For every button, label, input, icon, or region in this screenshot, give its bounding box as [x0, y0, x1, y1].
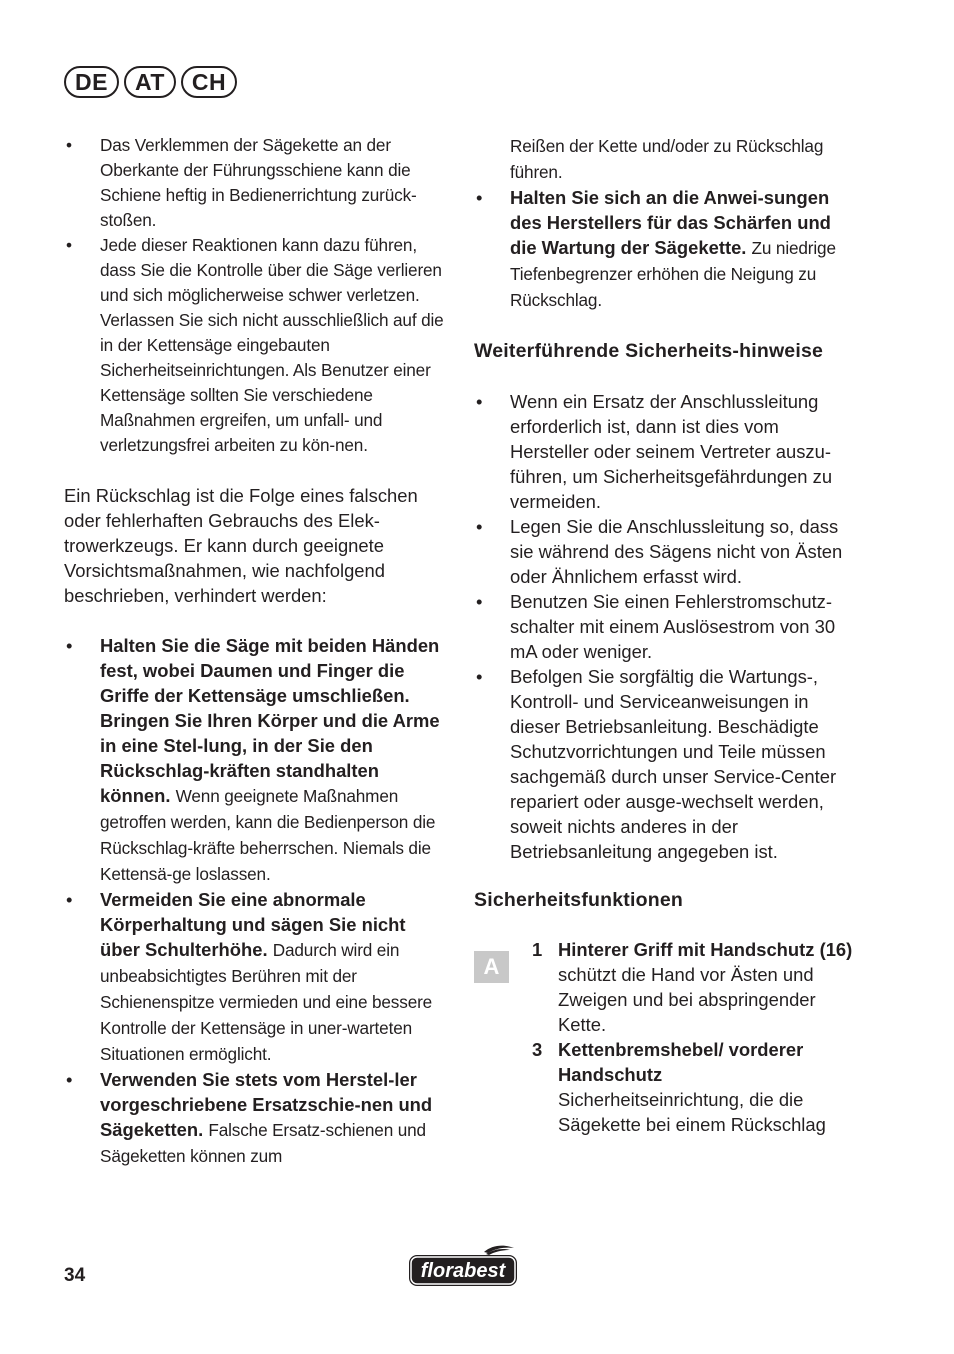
bullet-icon: •: [476, 516, 483, 537]
safety-feature-list: [474, 937, 860, 1137]
language-tag-de: DE: [64, 66, 119, 98]
bullet-icon: •: [66, 1069, 73, 1090]
rule-text: Falsche Ersatz-schienen und Sägeketten können zum: [100, 1120, 426, 1166]
feature-number: 1: [532, 939, 543, 960]
list-item: [474, 664, 860, 864]
bullet-icon: •: [66, 889, 73, 910]
rule-text: Wenn geeignete Maßnahmen getroffen werden, kann die Bedienperson die Rückschlag-kräfte beherrschen. Niemals die Kettensä-ge loslassen.: [100, 786, 436, 884]
list-item: [64, 887, 450, 1067]
continuation-text: Reißen der Kette und/oder zu Rückschlag führen.: [510, 136, 824, 182]
kickback-paragraph: Ein Rückschlag ist die Folge eines falschen oder fehlerhaften Gebrauchs des Elek-trowerkzeugs. Er kann durch geeignete Vorsichtsmaßnahmen, wie nachfolgend beschrieben, verhindert werden:: [64, 485, 418, 606]
svg-text:florabest: florabest: [420, 1260, 506, 1282]
list-item: [64, 1067, 450, 1169]
list-item: [474, 389, 860, 514]
left-column: [64, 133, 450, 1169]
bullet-icon: •: [476, 187, 483, 208]
rule-text: Zu niedrige Tiefenbegrenzer erhöhen die Neigung zu Rückschlag.: [510, 238, 836, 310]
rule-bold-text: Vermeiden Sie eine abnormale Körperhaltung und sägen Sie nicht über Schulterhöhe.: [100, 889, 406, 960]
bullet-text: Jede dieser Reaktionen kann dazu führen, dass Sie die Kontrolle über die Säge verlieren und sich möglicherweise schwer verletzen. Verlassen Sie sich nicht ausschließlich auf die in der Kettensäge eingebauten Sicherheitseinrichtungen. Als Benutzer einer Kettensäge sollten Sie verschiedene Maßnahmen ergreifen, um unfall- und verletzungsfrei arbeiten zu kön-nen.: [100, 235, 444, 455]
feature-description: schützt die Hand vor Ästen und Zweigen und bei abspringender Kette.: [558, 964, 816, 1035]
feature-title: Hinterer Griff mit Handschutz (16): [558, 939, 853, 960]
bullet-text: Legen Sie die Anschlussleitung so, dass sie während des Sägens nicht von Ästen oder Ähnlichem erfasst wird.: [510, 516, 843, 587]
intro-bullet-list: [64, 133, 450, 458]
language-tags: [64, 66, 237, 98]
list-item: [474, 589, 860, 664]
bullet-text: Das Verklemmen der Sägekette an der Oberkante der Führungsschiene kann die Schiene heftig in Bedienerrichtung zurück-stoßen.: [100, 135, 417, 230]
bullet-text: Benutzen Sie einen Fehlerstromschutz-schalter mit einem Auslösestrom von 30 mA oder weniger.: [510, 591, 836, 662]
bullet-icon: •: [476, 666, 483, 687]
feature-number: 3: [532, 1039, 543, 1060]
rule-bold-text: Halten Sie die Säge mit beiden Händen fest, wobei Daumen und Finger die Griffe der Kettensäge umschließen. Bringen Sie Ihren Körper und die Arme in eine Stel-lung, in der Sie den Rückschlag-kräften standhalten können.: [100, 635, 440, 806]
feature-item: [474, 1037, 860, 1137]
section-heading-safety-functions: Sicherheitsfunktionen: [474, 889, 683, 911]
bullet-icon: •: [66, 635, 73, 656]
list-item: [64, 633, 450, 887]
rule-bold-text: Halten Sie sich an die Anwei-sungen des Herstellers für das Schärfen und die Wartung der Sägekette.: [510, 187, 831, 258]
safety-rule-list: [64, 633, 450, 1169]
bullet-icon: •: [66, 135, 72, 155]
page-number: 34: [64, 1265, 86, 1286]
feature-description: Sicherheitseinrichtung, die die Sägekette bei einem Rückschlag: [558, 1089, 826, 1135]
language-tag-at: AT: [124, 66, 176, 98]
bullet-icon: •: [476, 391, 483, 412]
feature-title: Kettenbremshebel/ vorderer Handschutz: [558, 1039, 804, 1085]
section-heading-safety-notes: Weiterführende Sicherheits-hinweise: [474, 340, 824, 362]
list-item: [64, 133, 450, 233]
continued-bullet-list: [474, 133, 860, 313]
feature-item: [474, 937, 860, 1037]
list-item: [474, 514, 860, 589]
bullet-text: Befolgen Sie sorgfältig die Wartungs-, Kontroll- und Serviceanweisungen in dieser Betriebsanleitung. Beschädigte Schutzvorrichtungen und Teile müssen sachgemäß durch unser Service-Center repariert oder ausge-wechselt werden, soweit nichts anderes in der Betriebsanleitung angegeben ist.: [510, 666, 837, 862]
list-item: [474, 185, 860, 313]
right-column: [474, 133, 860, 1137]
further-safety-list: [474, 389, 860, 864]
florabest-logo: [406, 1244, 520, 1290]
list-item: [474, 133, 860, 185]
bullet-icon: •: [476, 591, 483, 612]
rule-bold-text: Verwenden Sie stets vom Herstel-ler vorgeschriebene Ersatzschie-nen und Sägeketten.: [100, 1069, 433, 1140]
language-tag-ch: CH: [181, 66, 237, 98]
bullet-icon: •: [66, 235, 72, 255]
figure-reference-badge: A: [474, 951, 509, 983]
rule-text: Dadurch wird ein unbeabsichtigtes Berühren mit der Schienenspitze vermieden und eine bessere Kontrolle der Kettensäge in uner-warteten Situationen ermöglicht.: [100, 940, 433, 1064]
list-item: [64, 233, 450, 458]
bullet-text: Wenn ein Ersatz der Anschlussleitung erforderlich ist, dann ist dies vom Hersteller oder seinem Vertreter auszu-führen, um Sicherheitsgefährdungen zu vermeiden.: [510, 391, 833, 512]
